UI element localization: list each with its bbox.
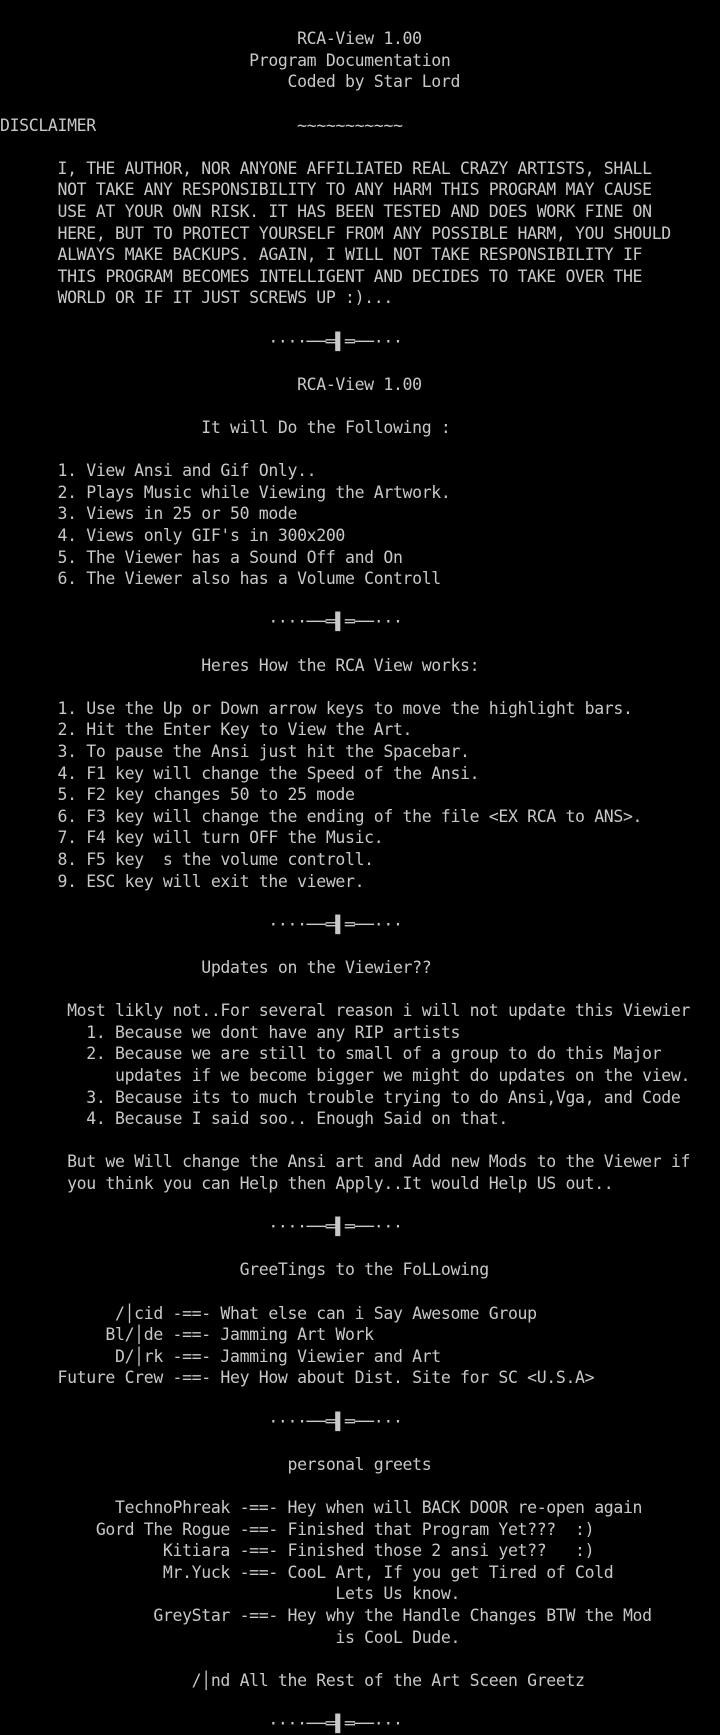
text-line: Future Crew -==- Hey How about Dist. Site for SC <U.S.A> [0, 1368, 595, 1388]
text-line: 3. Views in 25 or 50 mode [0, 504, 298, 524]
text-line: 1. Because we dont have any RIP artists [0, 1022, 461, 1042]
text-line: THIS PROGRAM BECOMES INTELLIGENT AND DECIDES TO TAKE OVER THE [0, 266, 643, 286]
text-line: 5. F2 key changes 50 to 25 mode [0, 785, 355, 805]
text-line: GreeTings to the FoLLowing [0, 1260, 489, 1280]
text-line: It will Do the Following : [0, 417, 451, 437]
text-line: 4. Because I said soo.. Enough Said on that. [0, 1109, 508, 1129]
text-line: ····──═▌═──··· [0, 331, 403, 351]
text-line: HERE, BUT TO PROTECT YOURSELF FROM ANY POSSIBLE HARM, YOU SHOULD [0, 223, 671, 243]
text-line: Gord The Rogue -==- Finished that Program Yet??? :) [0, 1519, 595, 1539]
text-line: 7. F4 key will turn OFF the Music. [0, 828, 384, 848]
text-line: 9. ESC key will exit the viewer. [0, 871, 365, 891]
text-line: USE AT YOUR OWN RISK. IT HAS BEEN TESTED AND DOES WORK FINE ON [0, 201, 652, 221]
text-line: 6. F3 key will change the ending of the file <EX RCA to ANS>. [0, 806, 643, 826]
text-line: Most likly not..For several reason i will not update this Viewier [0, 1001, 691, 1021]
text-line: But we Will change the Ansi art and Add new Mods to the Viewer if [0, 1152, 691, 1172]
text-line: /│cid -==- What else can i Say Awesome Group [0, 1303, 537, 1323]
text-line: 2. Because we are still to small of a group to do this Major [0, 1044, 662, 1064]
text-line: 3. To pause the Ansi just hit the Spacebar. [0, 741, 470, 761]
text-line: ····──═▌═──··· [0, 612, 403, 632]
text-line: /│nd All the Rest of the Art Sceen Greetz [0, 1670, 585, 1690]
text-line: 5. The Viewer has a Sound Off and On [0, 547, 403, 567]
text-line: you think you can Help then Apply..It would Help US out.. [0, 1173, 614, 1193]
text-line: NOT TAKE ANY RESPONSIBILITY TO ANY HARM THIS PROGRAM MAY CAUSE [0, 180, 652, 200]
text-line: personal greets [0, 1454, 432, 1474]
text-line: ····──═▌═──··· [0, 1713, 403, 1733]
text-line: Bl/│de -==- Jamming Art Work [0, 1325, 374, 1345]
text-line: updates if we become bigger we might do updates on the view. [0, 1065, 691, 1085]
text-line: D/│rk -==- Jamming Viewier and Art [0, 1346, 441, 1366]
text-line: RCA-View 1.00 [0, 374, 422, 394]
text-line: 2. Hit the Enter Key to View the Art. [0, 720, 413, 740]
text-line: 3. Because its to much trouble trying to do Ansi,Vga, and Code [0, 1087, 681, 1107]
text-line: Kitiara -==- Finished those 2 ansi yet?? :) [0, 1541, 595, 1561]
text-line: Lets Us know. [0, 1584, 461, 1604]
text-line: Mr.Yuck -==- CooL Art, If you get Tired of Cold [0, 1562, 614, 1582]
text-line: 8. F5 key s the volume controll. [0, 849, 374, 869]
text-line: DISCLAIMER ~~~~~~~~~~~ [0, 115, 403, 135]
text-line: ····──═▌═──··· [0, 1411, 403, 1431]
text-line: 1. Use the Up or Down arrow keys to move the highlight bars. [0, 698, 633, 718]
text-line: ALWAYS MAKE BACKUPS. AGAIN, I WILL NOT TAKE RESPONSIBILITY IF [0, 245, 643, 265]
text-line: WORLD OR IF IT JUST SCREWS UP :)... [0, 288, 393, 308]
text-line: 1. View Ansi and Gif Only.. [0, 461, 317, 481]
text-line: RCA-View 1.00 [0, 29, 422, 49]
text-line: TechnoPhreak -==- Hey when will BACK DOOR re-open again [0, 1497, 643, 1517]
text-line: ····──═▌═──··· [0, 914, 403, 934]
text-line: 6. The Viewer also has a Volume Controll [0, 569, 441, 589]
text-line: ····──═▌═──··· [0, 1217, 403, 1237]
text-line: Heres How the RCA View works: [0, 655, 480, 675]
text-line: is CooL Dude. [0, 1627, 461, 1647]
text-line: GreyStar -==- Hey why the Handle Changes BTW the Mod [0, 1605, 652, 1625]
text-line: 2. Plays Music while Viewing the Artwork. [0, 482, 451, 502]
text-line: 4. F1 key will change the Speed of the Ansi. [0, 763, 480, 783]
text-line: Updates on the Viewier?? [0, 957, 432, 977]
text-line: 4. Views only GIF's in 300x200 [0, 525, 346, 545]
text-line: I, THE AUTHOR, NOR ANYONE AFFILIATED REAL CRAZY ARTISTS, SHALL [0, 158, 652, 178]
text-line: Coded by Star Lord [0, 72, 461, 92]
text-line: Program Documentation [0, 50, 451, 70]
